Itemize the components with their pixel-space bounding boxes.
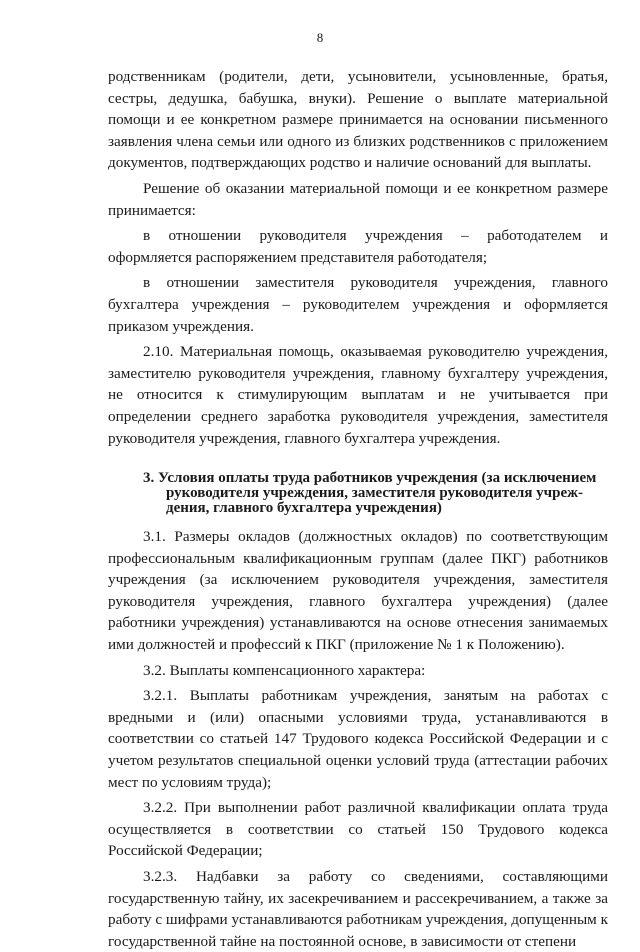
section-3-heading	[108, 471, 608, 516]
paragraph-2-10: 2.10. Материальная помощь, оказываемая руководителю учреждения, заместителю руководителя учреждения, главному бухгалтеру учреждения, не относится к стимулирующим выплатам и не учитывается при определении среднего заработка руководителя учреждения, заместителя руководителя учреждения, главного бухгалтера учреждения.	[108, 343, 608, 447]
section-heading-line: дения, главного бухгалтера учреждения)	[166, 500, 442, 517]
paragraph-3-2-2: 3.2.2. При выполнении работ различной квалификации оплата труда осуществляется в соответствии со статьей 150 Трудового кодекса Российской Федерации;	[108, 799, 608, 860]
paragraph-deputy-case: в отношении заместителя руководителя учреждения, главного бухгалтера учреждения – руководителем учреждения и оформляется приказом учреждения.	[108, 274, 608, 335]
page-number: 8	[316, 30, 324, 45]
paragraph-3-2: 3.2. Выплаты компенсационного характера:	[143, 661, 426, 679]
paragraph-3-2-3: 3.2.3. Надбавки за работу со сведениями, составляющими государственную тайну, их засекречиванием и рассекречиванием, а также за работу с шифрами устанавливаются работникам учреждения, допущенным к государственной тайне на постоянной основе, в зависимости от степени	[108, 868, 608, 950]
paragraph-head-case: в отношении руководителя учреждения – работодателем и оформляется распоряжением представителя работодателя;	[108, 227, 608, 266]
paragraph-3-2-1: 3.2.1. Выплаты работникам учреждения, занятым на работах с вредными и (или) опасными условиями труда, устанавливаются в соответствии со статьей 147 Трудового кодекса Российской Федерации и с учетом результатов специальной оценки условий труда (аттестации рабочих мест по условиям труда);	[108, 687, 608, 791]
section-heading-line: руководителя учреждения, заместителя руководителя учреж-	[166, 485, 584, 502]
document-body	[108, 66, 608, 952]
paragraph-3-1: 3.1. Размеры окладов (должностных окладов) по соответствующим профессиональным квалификационным группам (далее ПКГ) работников учреждения (за исключением руководителя учреждения, заместителя руководителя учреждения, главного бухгалтера учреждения) (далее работники учреждения) устанавливаются на основе отнесения занимаемых ими должностей и профессий к ПКГ (приложение № 1 к Положению).	[108, 528, 608, 654]
section-heading-line: 3. Условия оплаты труда работников учреждения (за исключением	[143, 470, 597, 487]
paragraph-decision: Решение об оказании материальной помощи и ее конкретном размере принимается:	[108, 179, 608, 219]
paragraph-continuation: родственникам (родители, дети, усыновители, усыновленные, братья, сестры, дедушка, бабушка, внуки). Решение о выплате материальной помощи и ее конкретном размере принимается на основании письменного заявления члена семьи или одного из близких родственников с приложением документов, подтверждающих родство и наличие оснований для выплаты.	[108, 68, 608, 172]
